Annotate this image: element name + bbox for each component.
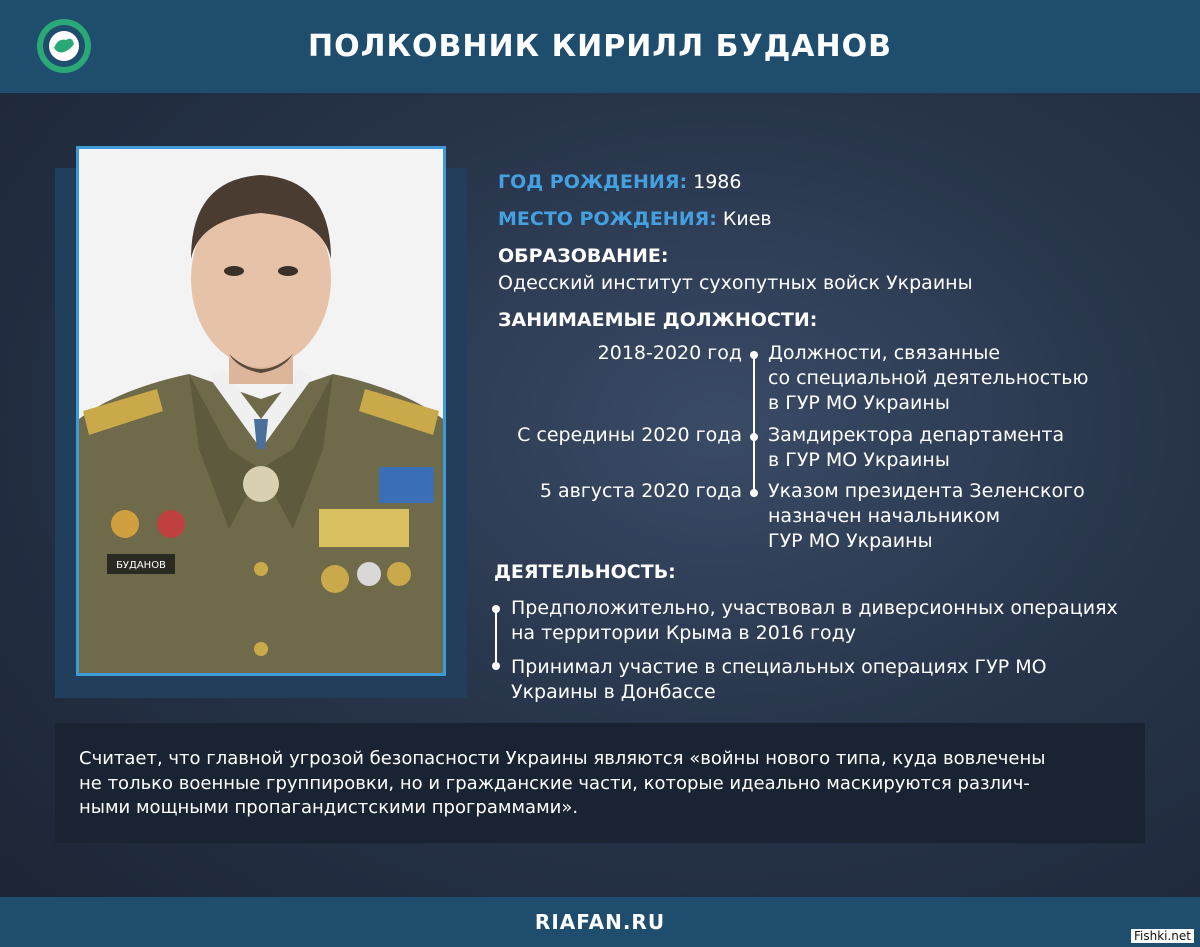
position-line: ГУР МО Украины	[768, 530, 933, 552]
activity-line: Предположительно, участвовал в диверсионных операциях	[511, 597, 1118, 619]
activity-item	[511, 596, 1118, 646]
activity-line: Принимал участие в специальных операциях ГУР МО	[511, 656, 1047, 678]
timeline-dot	[750, 351, 758, 359]
footer-bar	[0, 897, 1200, 947]
quote-line: ными мощными пропагандистскими программами».	[79, 797, 579, 818]
timeline-dot	[750, 489, 758, 497]
position-date: С середины 2020 года	[517, 424, 742, 446]
watermark: Fishki.net	[1131, 929, 1194, 943]
position-description	[768, 423, 1064, 473]
logo-icon	[36, 18, 92, 74]
position-description	[768, 341, 1088, 416]
positions-timeline-line	[753, 353, 755, 493]
positions-label: ЗАНИМАЕМЫЕ ДОЛЖНОСТИ:	[498, 309, 818, 331]
timeline-dot	[750, 433, 758, 441]
page-title: ПОЛКОВНИК КИРИЛЛ БУДАНОВ	[307, 29, 892, 64]
education-value: Одесский институт сухопутных войск Украины	[498, 272, 973, 294]
position-date: 5 августа 2020 года	[539, 480, 742, 502]
position-line: Замдиректора департамента	[768, 424, 1065, 446]
portrait-photo	[76, 146, 446, 676]
position-description	[768, 479, 1085, 554]
position-date: 2018-2020 год	[597, 342, 742, 364]
position-line: со специальной деятельностью	[768, 367, 1089, 389]
birth-place-label: МЕСТО РОЖДЕНИЯ:	[498, 208, 717, 230]
activity-dot	[492, 605, 500, 613]
position-line: назначен начальником	[768, 505, 1001, 527]
birth-year-row	[498, 171, 741, 193]
activity-label: ДЕЯТЕЛЬНОСТЬ:	[494, 561, 676, 583]
birth-place-row	[498, 208, 772, 230]
birth-place-value: Киев	[722, 208, 772, 230]
birth-year-value: 1986	[693, 171, 742, 193]
position-line: Указом президента Зеленского	[768, 480, 1085, 502]
position-line: в ГУР МО Украины	[768, 449, 950, 471]
quote-box	[55, 723, 1145, 843]
activity-line: на территории Крыма в 2016 году	[511, 622, 857, 644]
birth-year-label: ГОД РОЖДЕНИЯ:	[498, 171, 688, 193]
quote-line: не только военные группировки, но и гражданские части, которые идеально маскируются различ-	[79, 772, 1030, 794]
quote-line: Считает, что главной угрозой безопасности Украины являются «войны нового типа, куда вовлечены	[79, 748, 1046, 769]
activity-timeline-line	[495, 609, 497, 666]
activity-item	[511, 655, 1047, 705]
position-line: Должности, связанные	[768, 342, 1001, 364]
nameplate-text: БУДАНОВ	[116, 560, 166, 571]
position-line: в ГУР МО Украины	[768, 392, 950, 414]
education-label: ОБРАЗОВАНИЕ:	[498, 245, 669, 267]
header-bar	[0, 0, 1200, 93]
site-link[interactable]: RIAFAN.RU	[534, 910, 666, 934]
activity-dot	[492, 662, 500, 670]
activity-line: Украины в Донбассе	[511, 681, 716, 703]
